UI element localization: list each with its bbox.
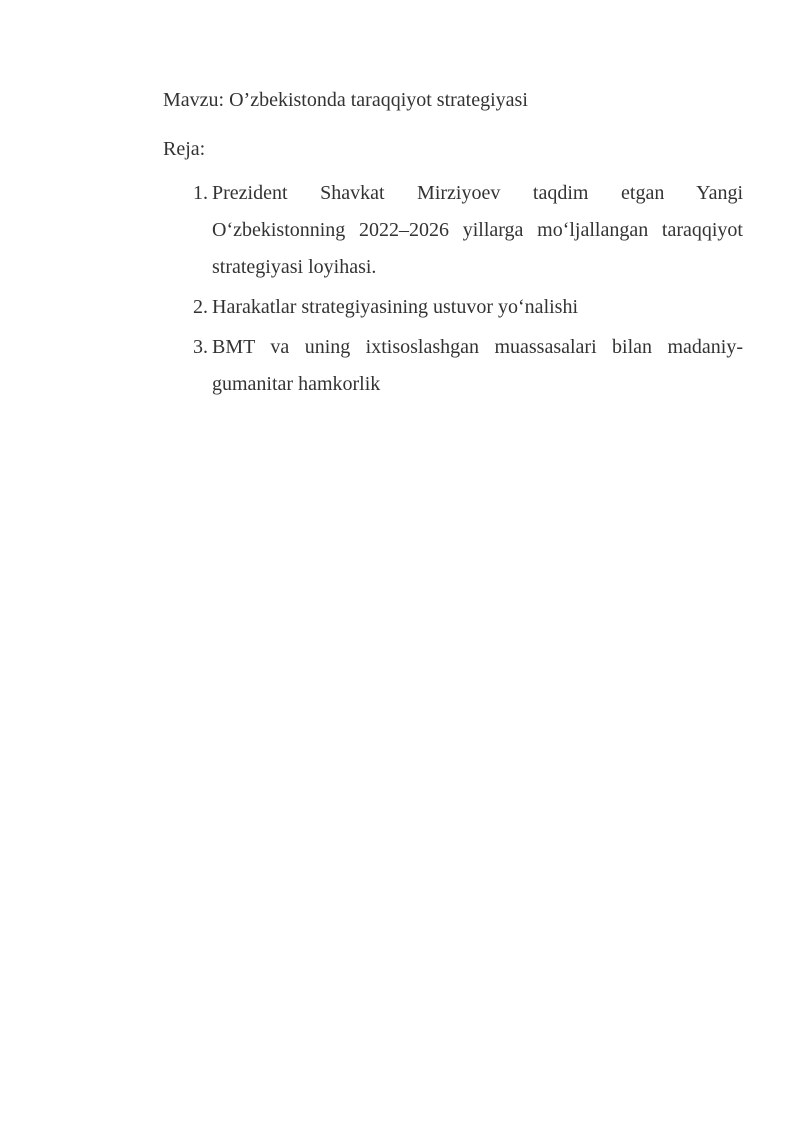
list-item-number: 3.	[193, 336, 208, 358]
list-item	[163, 329, 743, 403]
topic-title: Mavzu: O’zbekistonda taraqqiyot strategiyasi	[163, 89, 528, 111]
list-item	[163, 289, 743, 326]
list-item-text: Prezident Shavkat Mirziyoev taqdim etgan Yangi O‘zbekistonning 2022–2026 yillarga mo‘ljallangan taraqqiyot strategiyasi loyihasi.	[212, 182, 743, 278]
list-item-text: Harakatlar strategiyasining ustuvor yo‘nalishi	[212, 296, 579, 318]
list-item-text: BMT va uning ixtisoslashgan muassasalari bilan madaniy-gumanitar hamkorlik	[212, 336, 743, 395]
document-body	[163, 84, 743, 406]
list-item	[163, 175, 743, 286]
list-item-number: 1.	[193, 182, 208, 204]
plan-label: Reja:	[163, 138, 206, 160]
plan-list	[163, 175, 743, 403]
list-item-number: 2.	[193, 296, 208, 318]
